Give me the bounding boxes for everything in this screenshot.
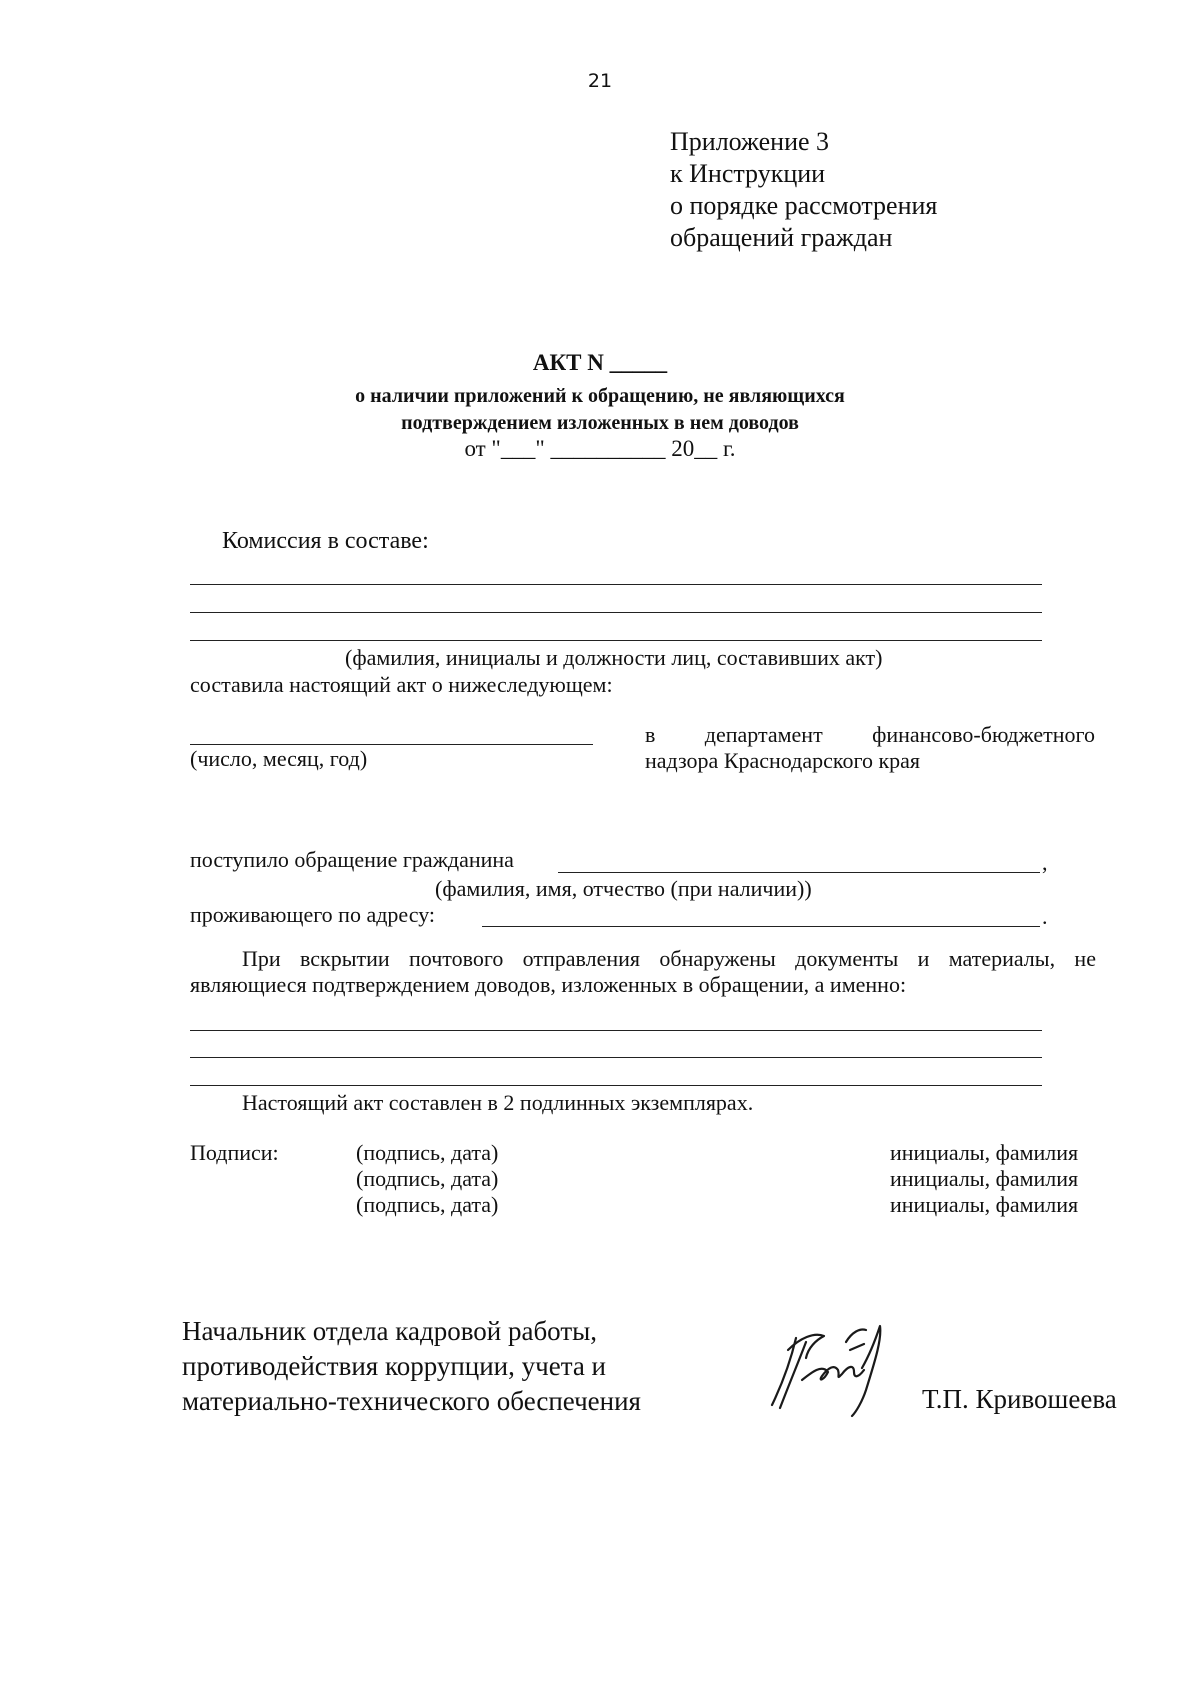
- footer-position-line-1: Начальник отдела кадровой работы,: [182, 1316, 598, 1346]
- citizen-label: поступило обращение гражданина: [190, 847, 514, 872]
- address-blank-line: [482, 926, 1040, 927]
- page-number: 21: [587, 70, 613, 92]
- findings-word: отправления: [522, 946, 641, 971]
- department-line-2: надзора Краснодарского края: [645, 748, 921, 773]
- appendix-line-2: к Инструкции: [670, 159, 826, 188]
- receipt-date-blank-line: [190, 744, 593, 745]
- commission-blank-line-2: [190, 612, 1042, 613]
- department-word-3: финансово-бюджетного: [872, 722, 1095, 747]
- signature-date-2: (подпись, дата): [356, 1166, 499, 1191]
- signature-name-1: инициалы, фамилия: [890, 1140, 1079, 1165]
- appendix-line-1: Приложение 3: [670, 127, 830, 156]
- handwritten-signature: [762, 1320, 912, 1420]
- copies-text: Настоящий акт составлен в 2 подлинных экземплярах.: [242, 1090, 754, 1115]
- commission-caption: (фамилия, инициалы и должности лиц, составивших акт): [345, 645, 883, 670]
- appendix-line-3: о порядке рассмотрения: [670, 191, 938, 220]
- department-word-1: в: [645, 722, 656, 747]
- findings-word: и: [917, 946, 930, 971]
- footer-name: Т.П. Кривошеева: [922, 1384, 1117, 1414]
- findings-word: обнаружены: [659, 946, 776, 971]
- findings-paragraph: [190, 946, 1096, 998]
- findings-blank-line-3: [190, 1085, 1042, 1086]
- receipt-date-caption: (число, месяц, год): [190, 746, 368, 771]
- appendix-line-4: обращений граждан: [670, 223, 893, 252]
- findings-word: не: [1074, 946, 1096, 971]
- commission-label: Комиссия в составе:: [222, 528, 429, 554]
- citizen-name-comma: ,: [1042, 850, 1048, 875]
- signature-date-1: (подпись, дата): [356, 1140, 499, 1165]
- footer-position: [182, 1314, 641, 1419]
- findings-blank-line-1: [190, 1030, 1042, 1031]
- findings-word: вскрытии: [300, 946, 390, 971]
- findings-word: При: [242, 946, 281, 971]
- findings-word: материалы,: [948, 946, 1056, 971]
- signature-date-3: (подпись, дата): [356, 1192, 499, 1217]
- findings-line-2: являющиеся подтверждением доводов, изложенных в обращении, а именно:: [190, 972, 907, 997]
- signatures-label: Подписи:: [190, 1140, 279, 1165]
- act-subtitle-2: подтверждением изложенных в нем доводов: [401, 412, 799, 434]
- signature-name-2: инициалы, фамилия: [890, 1166, 1079, 1191]
- citizen-name-blank-line: [558, 872, 1040, 873]
- signature-name-3: инициалы, фамилия: [890, 1192, 1079, 1217]
- department-text: [645, 722, 1095, 774]
- act-subtitle-1: о наличии приложений к обращению, не являющихся: [355, 385, 845, 407]
- address-period: .: [1042, 904, 1048, 929]
- department-word-2: департамент: [704, 722, 823, 747]
- findings-line-1: [190, 946, 1096, 972]
- commission-blank-line-1: [190, 584, 1042, 585]
- findings-word: документы: [795, 946, 899, 971]
- commission-statement: составила настоящий акт о нижеследующем:: [190, 672, 613, 697]
- appendix-header: [670, 126, 937, 254]
- findings-word: почтового: [409, 946, 504, 971]
- footer-position-line-3: материально-технического обеспечения: [182, 1386, 641, 1416]
- findings-blank-line-2: [190, 1057, 1042, 1058]
- footer-position-line-2: противодействия коррупции, учета и: [182, 1351, 607, 1381]
- act-date-line: от "___" __________ 20__ г.: [464, 436, 736, 461]
- citizen-caption: (фамилия, имя, отчество (при наличии)): [435, 876, 812, 901]
- commission-blank-line-3: [190, 640, 1042, 641]
- address-label: проживающего по адресу:: [190, 902, 436, 927]
- act-title: АКТ N _____: [532, 350, 668, 375]
